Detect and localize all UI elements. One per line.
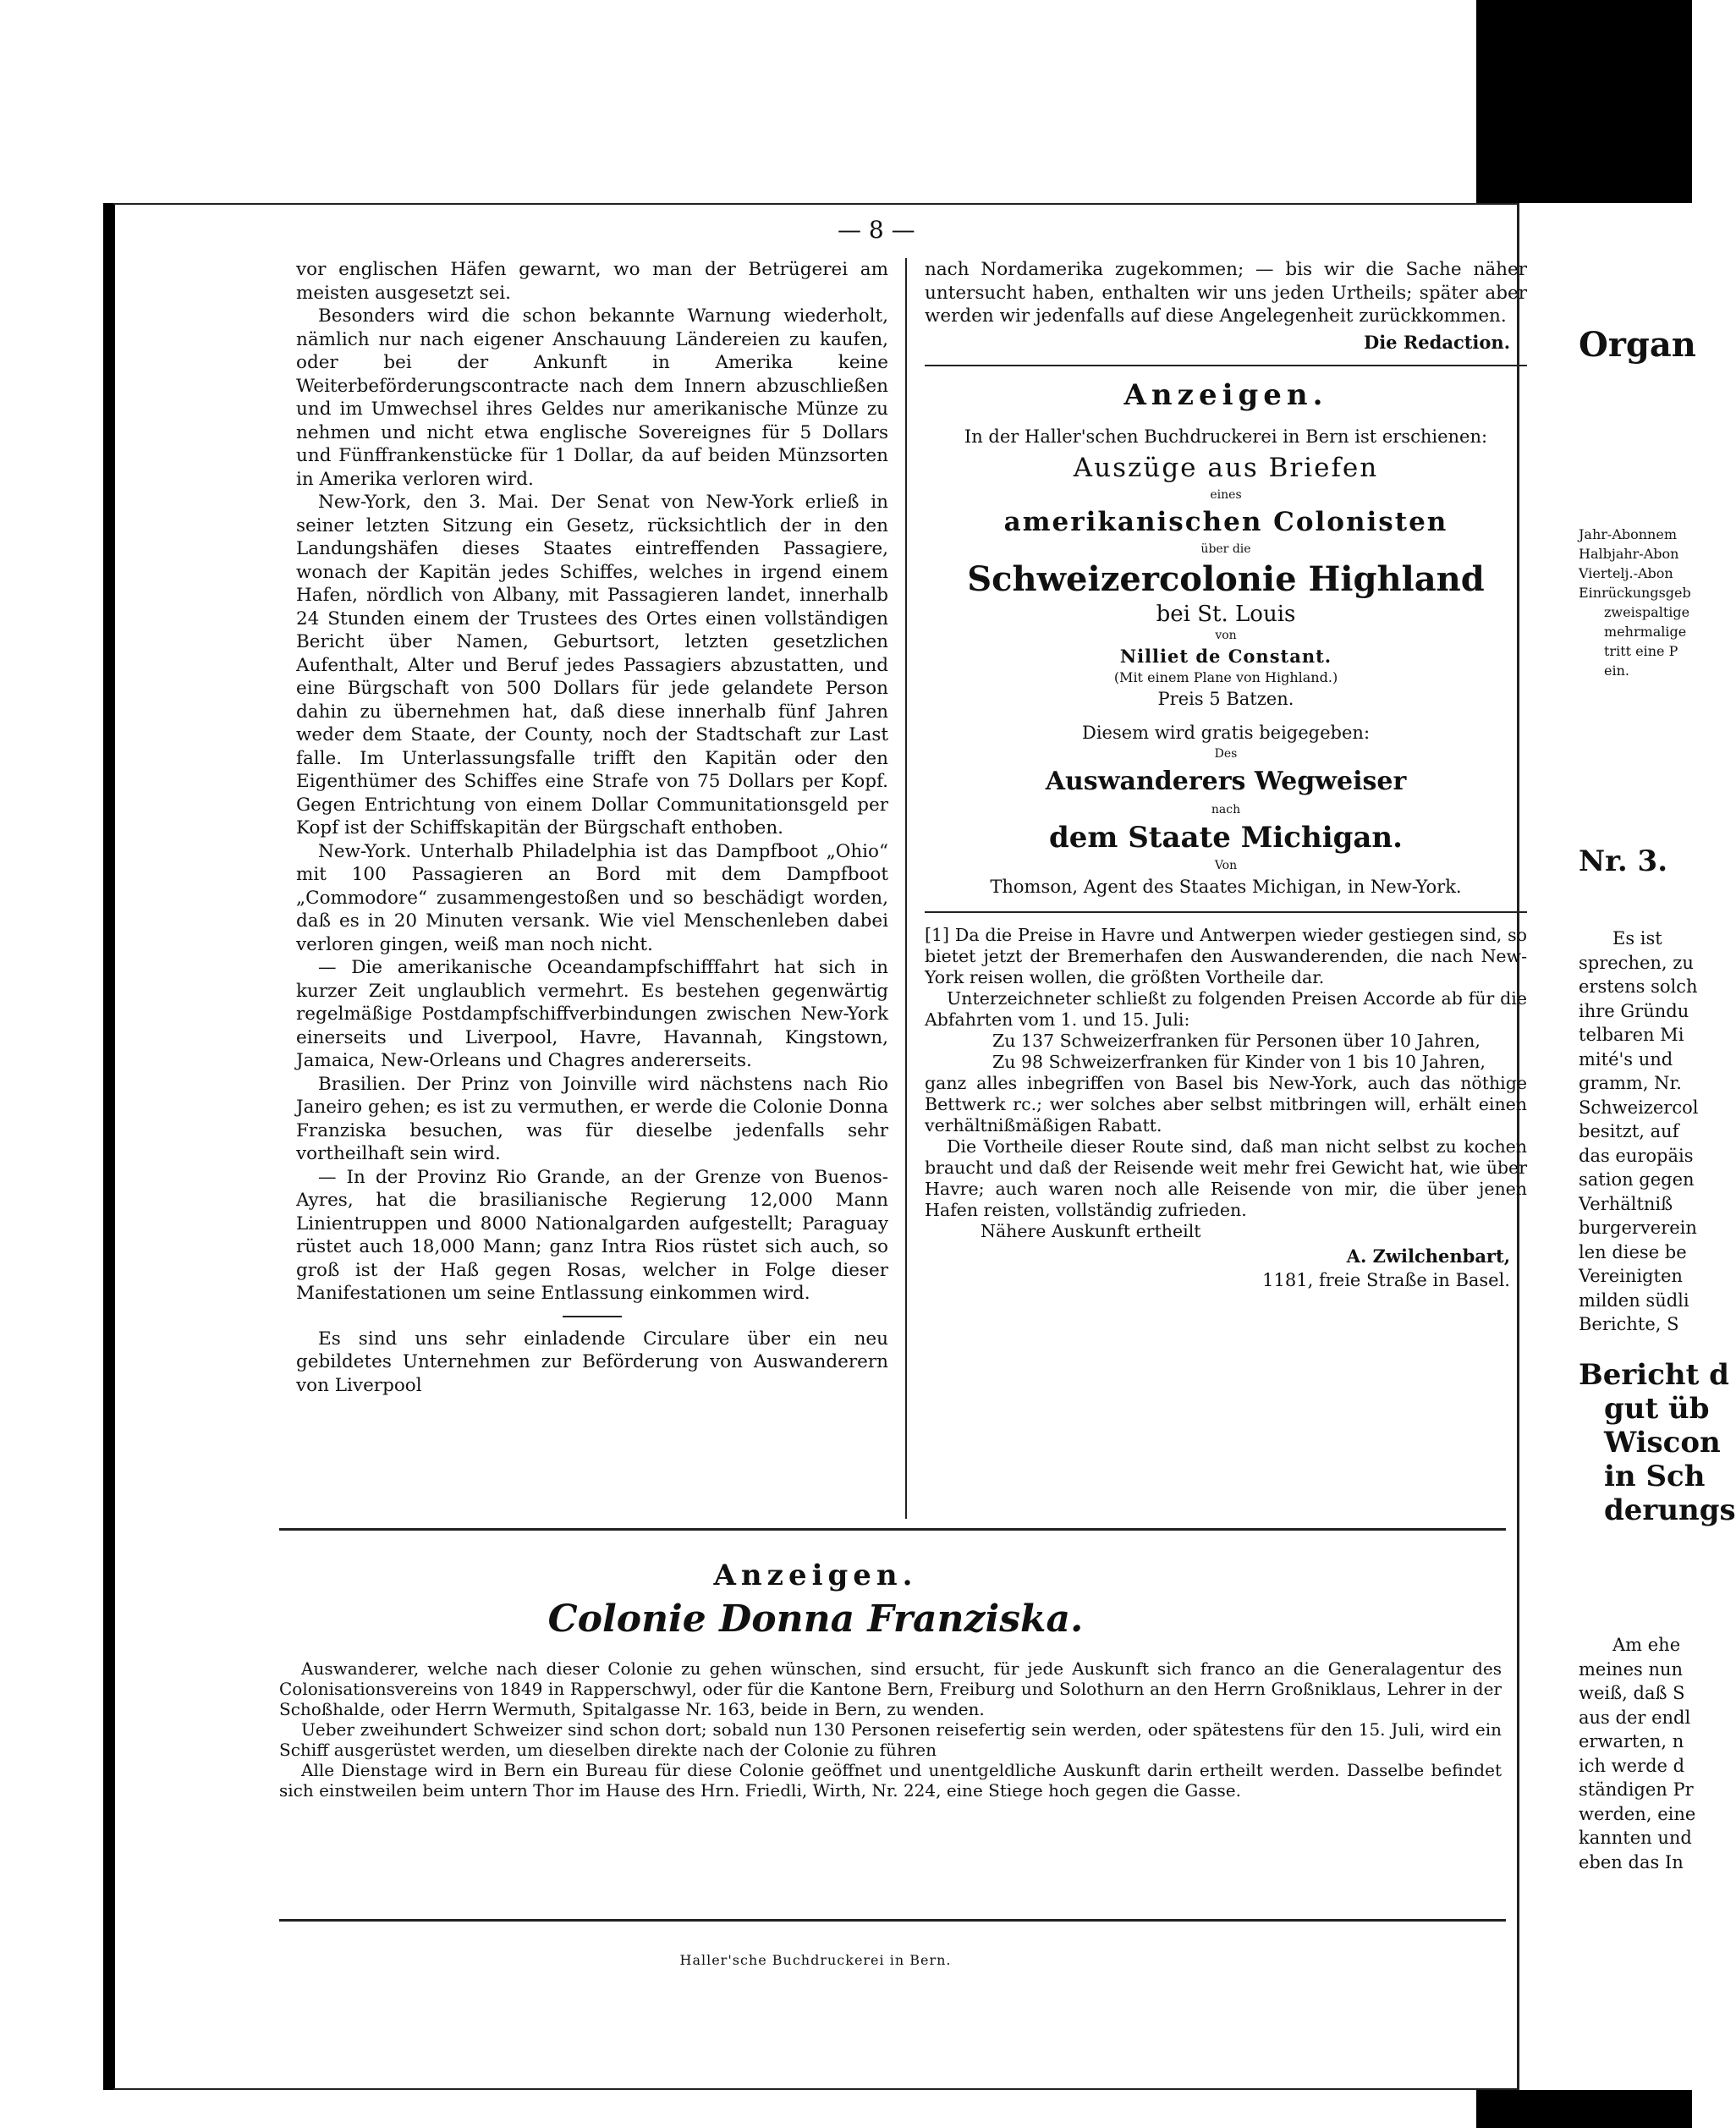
next-page-line: sation gegen [1579,1169,1695,1190]
article-paragraph: New-York. Unterhalb Philadelphia ist das Dampfboot „Ohio“ mit 100 Passagieren an Bord mit dem Dampfboot „Commodore“ zusammengestoßen und so beschädigt worden, daß es in 20 Minuten versank. Wie viel Menschenleben dabei verloren gingen, weiß man noch nicht. [296,840,888,955]
ad-book-title: Auswanderers Wegweiser [1045,766,1407,796]
next-page-line: gramm, Nr. [1579,1073,1682,1093]
next-page-line: Wiscon [1604,1426,1721,1460]
next-page-line: ein. [1604,663,1629,679]
notice-price: Zu 98 Schweizerfranken für Kinder von 1 bis 10 Jahren, [992,1051,1486,1072]
ad-author: Thomson, Agent des Staates Michigan, in New-York. [990,876,1462,897]
next-page-line: Jahr-Abonnem [1579,526,1677,542]
bottom-rule [279,1919,1506,1922]
ads-heading: Anzeigen. [1123,377,1328,412]
ad-author: Nilliet de Constant. [1119,645,1332,667]
next-page-line: Schweizercol [1579,1097,1699,1118]
next-page-line: Einrückungsgeb [1579,585,1691,601]
ad-book-title: amerikanischen Colonisten [1003,506,1448,537]
notice-signature: A. Zwilchenbart, [1346,1245,1510,1267]
next-page-line: Verhältniß [1579,1193,1673,1214]
next-page-line: ich werde d [1579,1755,1685,1776]
next-page-line: Es ist [1612,928,1662,949]
next-page-line: erstens solch [1579,976,1698,997]
next-page-line: gut üb [1604,1392,1710,1426]
next-page-line: werden, eine [1579,1803,1696,1824]
left-binding-edge [103,203,115,2090]
article-paragraph: — Die amerikanische Oceandampfschifffahrt hat sich in kurzer Zeit unglaublich vermehrt. Es bestehen gegenwärtig regelmäßige Postdampfschiffverbindungen zwischen New-York einerseits und Liverpool, Havre, Havannah, Kingstown, Jamaica, New-Orleans und Chagres andererseits. [296,957,888,1071]
notice-paragraph: Die Vortheile dieser Route sind, daß man nicht selbst zu kochen braucht und daß der Reisende weit mehr frei Gewicht hat, wie über Havre; auch waren noch alle Reisende von mir, die über jenen Hafen reisten, vollständig zufrieden. [925,1135,1527,1220]
article-paragraph: vor englischen Häfen gewarnt, wo man der Betrügerei am meisten ausgesetzt sei. [296,259,888,304]
article-paragraph: nach Nordamerika zugekommen; — bis wir die Sache näher untersucht haben, enthalten wir uns jeden Urtheils; später aber werden wir jedenfalls auf diese Angelegenheit zurückkommen. [925,259,1527,327]
next-page-line: in Sch [1604,1460,1706,1493]
section-rule [925,365,1527,366]
ad-text: über die [1200,542,1251,556]
article-paragraph: Besonders wird die schon bekannte Warnung wiederholt, nämlich nur nach eigener Anschauung Ländereien zu kaufen, oder bei der Ankunft in Amerika keine Weiterbeförderungscontracte nach dem Innern abzuschließen und im Umwechsel ihres Geldes nur amerikanische Münze zu nehmen und nicht etwa englische Sovereignes für 5 Dollars und Fünffrankenstücke für 1 Dollar, da auf beiden Münzsorten in Amerika verloren wird. [296,305,888,490]
bottom-right-dark-corner [1476,2090,1692,2128]
next-page-heading [1579,1358,1736,1527]
article-paragraph: New-York, den 3. Mai. Der Senat von New-York erließ in seiner letzten Sitzung ein Gesetz, rücksichtlich der in den Landungshäfen dieses Staates eintreffenden Passagiere, wonach der Kapitän jedes Schiffes, welches in irgend einem Hafen, nördlich von Albany, mit Passagieren landet, innerhalb 24 Stunden einem der Trustees des Ortes einen vollständigen Bericht über Namen, Geburtsort, letzten gesetzlichen Aufenthalt, Alter und Beruf jedes Passagiers abzustatten, und eine Bürgschaft von 500 Dollars für jede gelandete Person dahin zu übernehmen hat, daß diese innerhalb fünf Jahren weder dem Staate, der County, noch der Stadtschaft zur Last falle. Im Unterlassungsfalle trifft den Kapitän oder den Eigenthümer des Schiffes eine Strafe von 75 Dollars per Kopf. Gegen Entrichtung von einem Dollar Communitationsgeld per Kopf ist der Schiffskapitän der Bürgschaft enthoben. [296,492,888,839]
section-divider [563,1316,622,1317]
ad-intro: In der Haller'schen Buchdruckerei in Bern ist erschienen: [964,426,1488,447]
next-page-line: derungs [1604,1493,1736,1527]
next-page-line: mité's und [1579,1048,1673,1069]
column-divider [905,258,907,1519]
next-page-line: len diese be [1579,1241,1687,1262]
colony-title: Colonie Donna Franziska. [547,1597,1084,1641]
next-page-text [1579,1633,1696,1874]
ad-book-title: Schweizercolonie Highland [967,558,1485,599]
next-page-line: sprechen, zu [1579,952,1694,973]
next-page-line: milden südli [1579,1289,1689,1311]
ad-text: (Mit einem Plane von Highland.) [1113,668,1338,685]
ad-text: eines [1210,487,1242,502]
emigration-notice [925,925,1527,1291]
notice-address: 1181, freie Straße in Basel. [1262,1269,1510,1290]
page-edge-top [113,203,1518,205]
section-rule [925,911,1527,913]
article-paragraph: Es sind uns sehr einladende Circulare über ein neu gebildetes Unternehmen zur Beförderung von Auswanderern von Liverpool [296,1328,888,1396]
right-column [925,258,1527,1291]
bottom-ads-heading: Anzeigen. [713,1559,918,1592]
ad-text: nach [1211,802,1241,817]
next-page-line: Vereinigten [1579,1266,1683,1286]
page-number: — 8 — [838,216,915,244]
next-page-line: mehrmalige [1604,624,1687,640]
next-page-line: zweispaltige [1604,604,1690,620]
notice-paragraph: ganz alles inbegriffen von Basel bis New-York, auch das nöthige Bettwerk rc.; wer solches aber selbst mitbringen will, erhält einen verhältnißmäßigen Rabatt. [925,1072,1527,1135]
next-page-line: Viertelj.-Abon [1579,565,1673,581]
next-page-line: weiß, daß S [1579,1683,1685,1703]
colony-advertisement [279,1658,1502,1801]
next-page-line: das europäis [1579,1145,1694,1166]
next-page-line: ständigen Pr [1579,1779,1694,1800]
ad-text: Von [1214,858,1238,872]
printer-imprint: Haller'sche Buchdruckerei in Bern. [679,1952,952,1968]
next-page-line: burgerverein [1579,1218,1697,1238]
article-paragraph: — In der Provinz Rio Grande, an der Grenze von Buenos-Ayres, hat die brasilianische Regierung 12,000 Mann Linientruppen und 8000 Nationalgarden aufgestellt; Paraguay rüstet auch 18,000 Mann; ganz Intra Rios rüstet sich auch, so groß ist der Haß gegen Rosas, welcher in Folge dieser Manifestationen um seine Entlassung einkommen wird. [296,1166,888,1304]
next-page-line: ihre Gründu [1579,1000,1689,1021]
next-page-line: meines nun [1579,1658,1684,1680]
notice-paragraph: Unterzeichneter schließt zu folgenden Preisen Accorde ab für die Abfahrten vom 1. und 15. Juli: [925,987,1527,1030]
book-advertisement [925,424,1527,899]
next-page-line: eben das In [1579,1851,1684,1872]
page-edge-bottom [113,2088,1518,2090]
next-page-subscription [1579,525,1692,680]
notice-price: Zu 137 Schweizerfranken für Personen über 10 Jahren, [992,1030,1481,1051]
top-right-dark-corner [1476,0,1692,203]
ad-paragraph: Alle Dienstage wird in Bern ein Bureau für diese Colonie geöffnet und unentgeldliche Auskunft darin ertheilt werden. Dasselbe befindet sich einstweilen beim untern Thor im Hause des Hrn. Friedli, Wirth, Nr. 224, eine Stiege hoch gegen die Gasse. [279,1760,1502,1801]
next-page-line: aus der endl [1579,1707,1691,1728]
next-page-line: tritt eine P [1604,643,1678,659]
article-paragraph: Brasilien. Der Prinz von Joinville wird nächstens nach Rio Janeiro gehen; es ist zu vermuthen, er werde die Colonie Donna Franziska besuchen, was für dieselbe jedenfalls sehr vortheilhaft sein wird. [296,1073,888,1164]
ad-paragraph: Ueber zweihundert Schweizer sind schon dort; sobald nun 130 Personen reisefertig sein werden, oder spätestens für den 15. Juli, wird ein Schiff ausgerüstet werden, um dieselben direkte nach der Colonie zu führen [279,1719,1502,1760]
ad-book-title: Auszüge aus Briefen [1073,452,1379,483]
ad-text: bei St. Louis [1156,601,1296,627]
editorial-signature: Die Redaction. [1363,331,1510,353]
left-column [296,258,888,1397]
next-page-line: Halbjahr-Abon [1579,546,1679,562]
next-page-title: Organ [1579,325,1696,365]
notice-paragraph: [1] Da die Preise in Havre und Antwerpen wieder gestiegen sind, so bietet jetzt der Bremerhafen den Auswanderenden, die nach New-York reisen wollen, die größten Vortheile dar. [925,924,1527,987]
ad-book-title: dem Staate Michigan. [1049,820,1403,855]
ad-text: von [1215,628,1237,642]
ad-price: Preis 5 Batzen. [1157,688,1294,709]
notice-paragraph: Nähere Auskunft ertheilt [981,1220,1201,1241]
next-page-line: telbaren Mi [1579,1025,1684,1045]
ad-text: Diesem wird gratis beigegeben: [1081,722,1371,743]
next-page-line: erwarten, n [1579,1731,1684,1751]
next-page-line: Bericht d [1579,1358,1729,1392]
ad-paragraph: Auswanderer, welche nach dieser Colonie zu gehen wünschen, sind ersucht, für jede Auskunft sich franco an die Generalagentur des Colonisationsvereins von 1849 in Rapperschwyl, oder für die Kantone Bern, Freiburg und Solothurn an den Herrn Großniklaus, Lehrer in der Schoßhalde, oder Herrn Wermuth, Spitalgasse Nr. 163, beide in Bern, zu wenden. [279,1658,1502,1719]
next-page-line: besitzt, auf [1579,1121,1679,1141]
next-page-text [1579,927,1699,1337]
next-page-line: kannten und [1579,1828,1692,1848]
bottom-section-rule [279,1528,1506,1531]
next-page-number: Nr. 3. [1579,844,1668,878]
next-page-line: Am ehe [1612,1635,1681,1655]
next-page-line: Berichte, S [1579,1314,1679,1334]
ad-text: Des [1214,746,1238,761]
